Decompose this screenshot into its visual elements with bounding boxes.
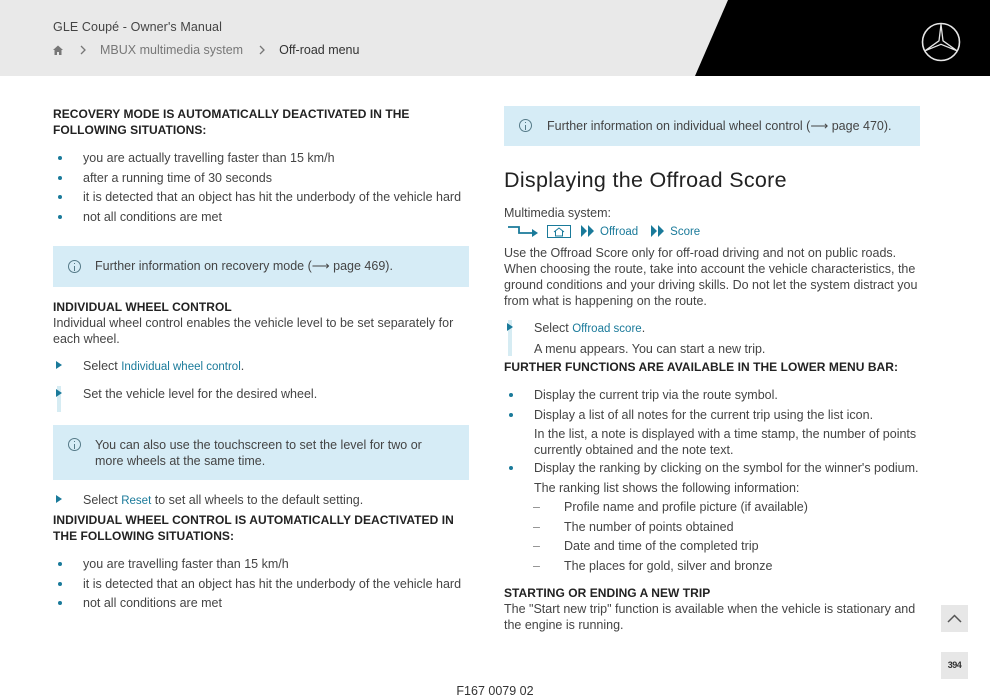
recovery-deactivation-list (53, 150, 473, 228)
ranking-item: – The places for gold, silver and bronze (533, 558, 773, 573)
list-item: Display the current trip via the route symbol. (504, 387, 924, 407)
bullet-dot (58, 601, 62, 605)
breadcrumb-item-mbux[interactable]: MBUX multimedia system (100, 43, 244, 57)
list-item: not all conditions are met (53, 209, 473, 229)
header-black-panel (0, 0, 990, 76)
bullet-dot (509, 393, 513, 397)
dash-marker: – (533, 558, 540, 573)
step-reset: Select Reset to set all wheels to the default setting. (53, 492, 473, 509)
dash-marker: – (533, 519, 540, 534)
wheel-control-info-box (504, 106, 920, 146)
step-arrow-icon (56, 361, 62, 369)
individual-wheel-control-link[interactable]: Individual wheel control (121, 361, 241, 373)
info-icon (68, 438, 81, 451)
list-item-note: In the list, a note is displayed with a time stamp, the number of points currently obtained and the note text. (534, 427, 917, 457)
bullet-dot (58, 176, 62, 180)
chevron-right-icon (76, 44, 90, 56)
page-number: 394 (941, 652, 968, 679)
dash-marker: – (533, 539, 540, 553)
bullet-dot (58, 582, 62, 586)
new-trip-heading: STARTING OR ENDING A NEW TRIP (504, 586, 711, 600)
step-arrow-icon (56, 389, 62, 397)
info-icon (68, 260, 81, 273)
list-item-note: The ranking list shows the following information: (534, 480, 800, 495)
bullet-dot (509, 413, 513, 417)
list-item: it is detected that an object has hit the underbody of the vehicle hard (53, 576, 473, 596)
step-select-iwc: Select Individual wheel control. (53, 358, 473, 375)
ranking-item: – Date and time of the completed trip (533, 539, 759, 553)
page-header (0, 0, 990, 76)
list-item: Display a list of all notes for the current trip using the list icon. (504, 407, 924, 427)
list-item: you are travelling faster than 15 km/h (53, 556, 473, 576)
section-title: Displaying the Offroad Score (504, 168, 787, 192)
nav-offroad[interactable]: Offroad (600, 226, 639, 238)
touchscreen-info-text: You can also use the touchscreen to set the level for two or more wheels at the same time. (95, 438, 422, 468)
step-result: A menu appears. You can start a new trip. (534, 342, 766, 356)
wheel-control-info-text[interactable]: Further information on individual wheel control (⟶ page 470). (547, 119, 892, 133)
iwc-heading: INDIVIDUAL WHEEL CONTROL (53, 300, 232, 314)
further-functions-list (504, 387, 924, 577)
double-chevron-icon (650, 224, 666, 241)
list-item: you are actually travelling faster than 15 km/h (53, 150, 473, 170)
offroad-score-intro: Use the Offroad Score only for off-road driving and not on public roads. When choosing the route, take into account the vehicle characteristics, the ground conditions and your driving skills. Do not let the system distract you from what is happening on the route. (504, 246, 918, 308)
mercedes-star-icon (921, 22, 961, 62)
breadcrumb (52, 42, 359, 58)
step-select-offroad-score: Select Offroad score. A menu appears. You can start a new trip. (504, 320, 924, 356)
info-icon (519, 119, 532, 132)
breadcrumb-item-current: Off-road menu (279, 43, 360, 57)
chevron-right-icon (255, 44, 269, 56)
touchscreen-info-box (53, 425, 469, 480)
manual-title: GLE Coupé - Owner's Manual (53, 20, 222, 34)
bullet-dot (58, 156, 62, 160)
recovery-deactivation-heading: RECOVERY MODE IS AUTOMATICALLY DEACTIVATED IN THE FOLLOWING SITUATIONS: (53, 107, 410, 137)
further-functions-heading: FURTHER FUNCTIONS ARE AVAILABLE IN THE LOWER MENU BAR: (504, 360, 899, 374)
double-chevron-icon (580, 224, 596, 241)
reset-link[interactable]: Reset (121, 495, 152, 507)
ranking-item: – Profile name and profile picture (if available) (533, 500, 808, 514)
bullet-dot (58, 562, 62, 566)
step-set-level: Set the vehicle level for the desired wheel. (53, 386, 473, 412)
step-arrow-icon (56, 495, 62, 503)
bullet-dot (58, 215, 62, 219)
new-trip-text: The "Start new trip" function is available when the vehicle is stationary and the engine is running. (504, 602, 916, 632)
home-icon[interactable] (52, 44, 64, 56)
dash-marker: – (533, 500, 540, 514)
iwc-deactivation-heading: INDIVIDUAL WHEEL CONTROL IS AUTOMATICALLY DEACTIVATED IN THE FOLLOWING SITUATIONS: (53, 513, 454, 543)
step-arrow-icon (507, 323, 513, 331)
navigation-path (507, 223, 706, 241)
list-item: it is detected that an object has hit the underbody of the vehicle hard (53, 189, 473, 209)
iwc-description: Individual wheel control enables the vehicle level to be set separately for each wheel. (53, 316, 454, 346)
bullet-dot (509, 466, 513, 470)
scroll-to-top-button[interactable] (941, 605, 968, 632)
offroad-score-link[interactable]: Offroad score (572, 323, 642, 335)
recovery-info-text[interactable]: Further information on recovery mode (⟶ page 469). (95, 259, 393, 273)
list-item: after a running time of 30 seconds (53, 170, 473, 190)
nav-score[interactable]: Score (670, 226, 701, 238)
footer-code: F167 0079 02 (456, 684, 534, 698)
home-icon (547, 224, 571, 241)
recovery-info-box (53, 246, 469, 287)
ranking-item: – The number of points obtained (533, 519, 734, 534)
list-item: not all conditions are met (53, 595, 473, 615)
list-item: Display the ranking by clicking on the symbol for the winner's podium. (504, 460, 924, 480)
iwc-deactivation-list (53, 556, 473, 615)
enter-arrow-icon (507, 224, 541, 241)
bullet-dot (58, 195, 62, 199)
arrow-up-icon (941, 605, 968, 632)
multimedia-label: Multimedia system: (504, 206, 611, 220)
